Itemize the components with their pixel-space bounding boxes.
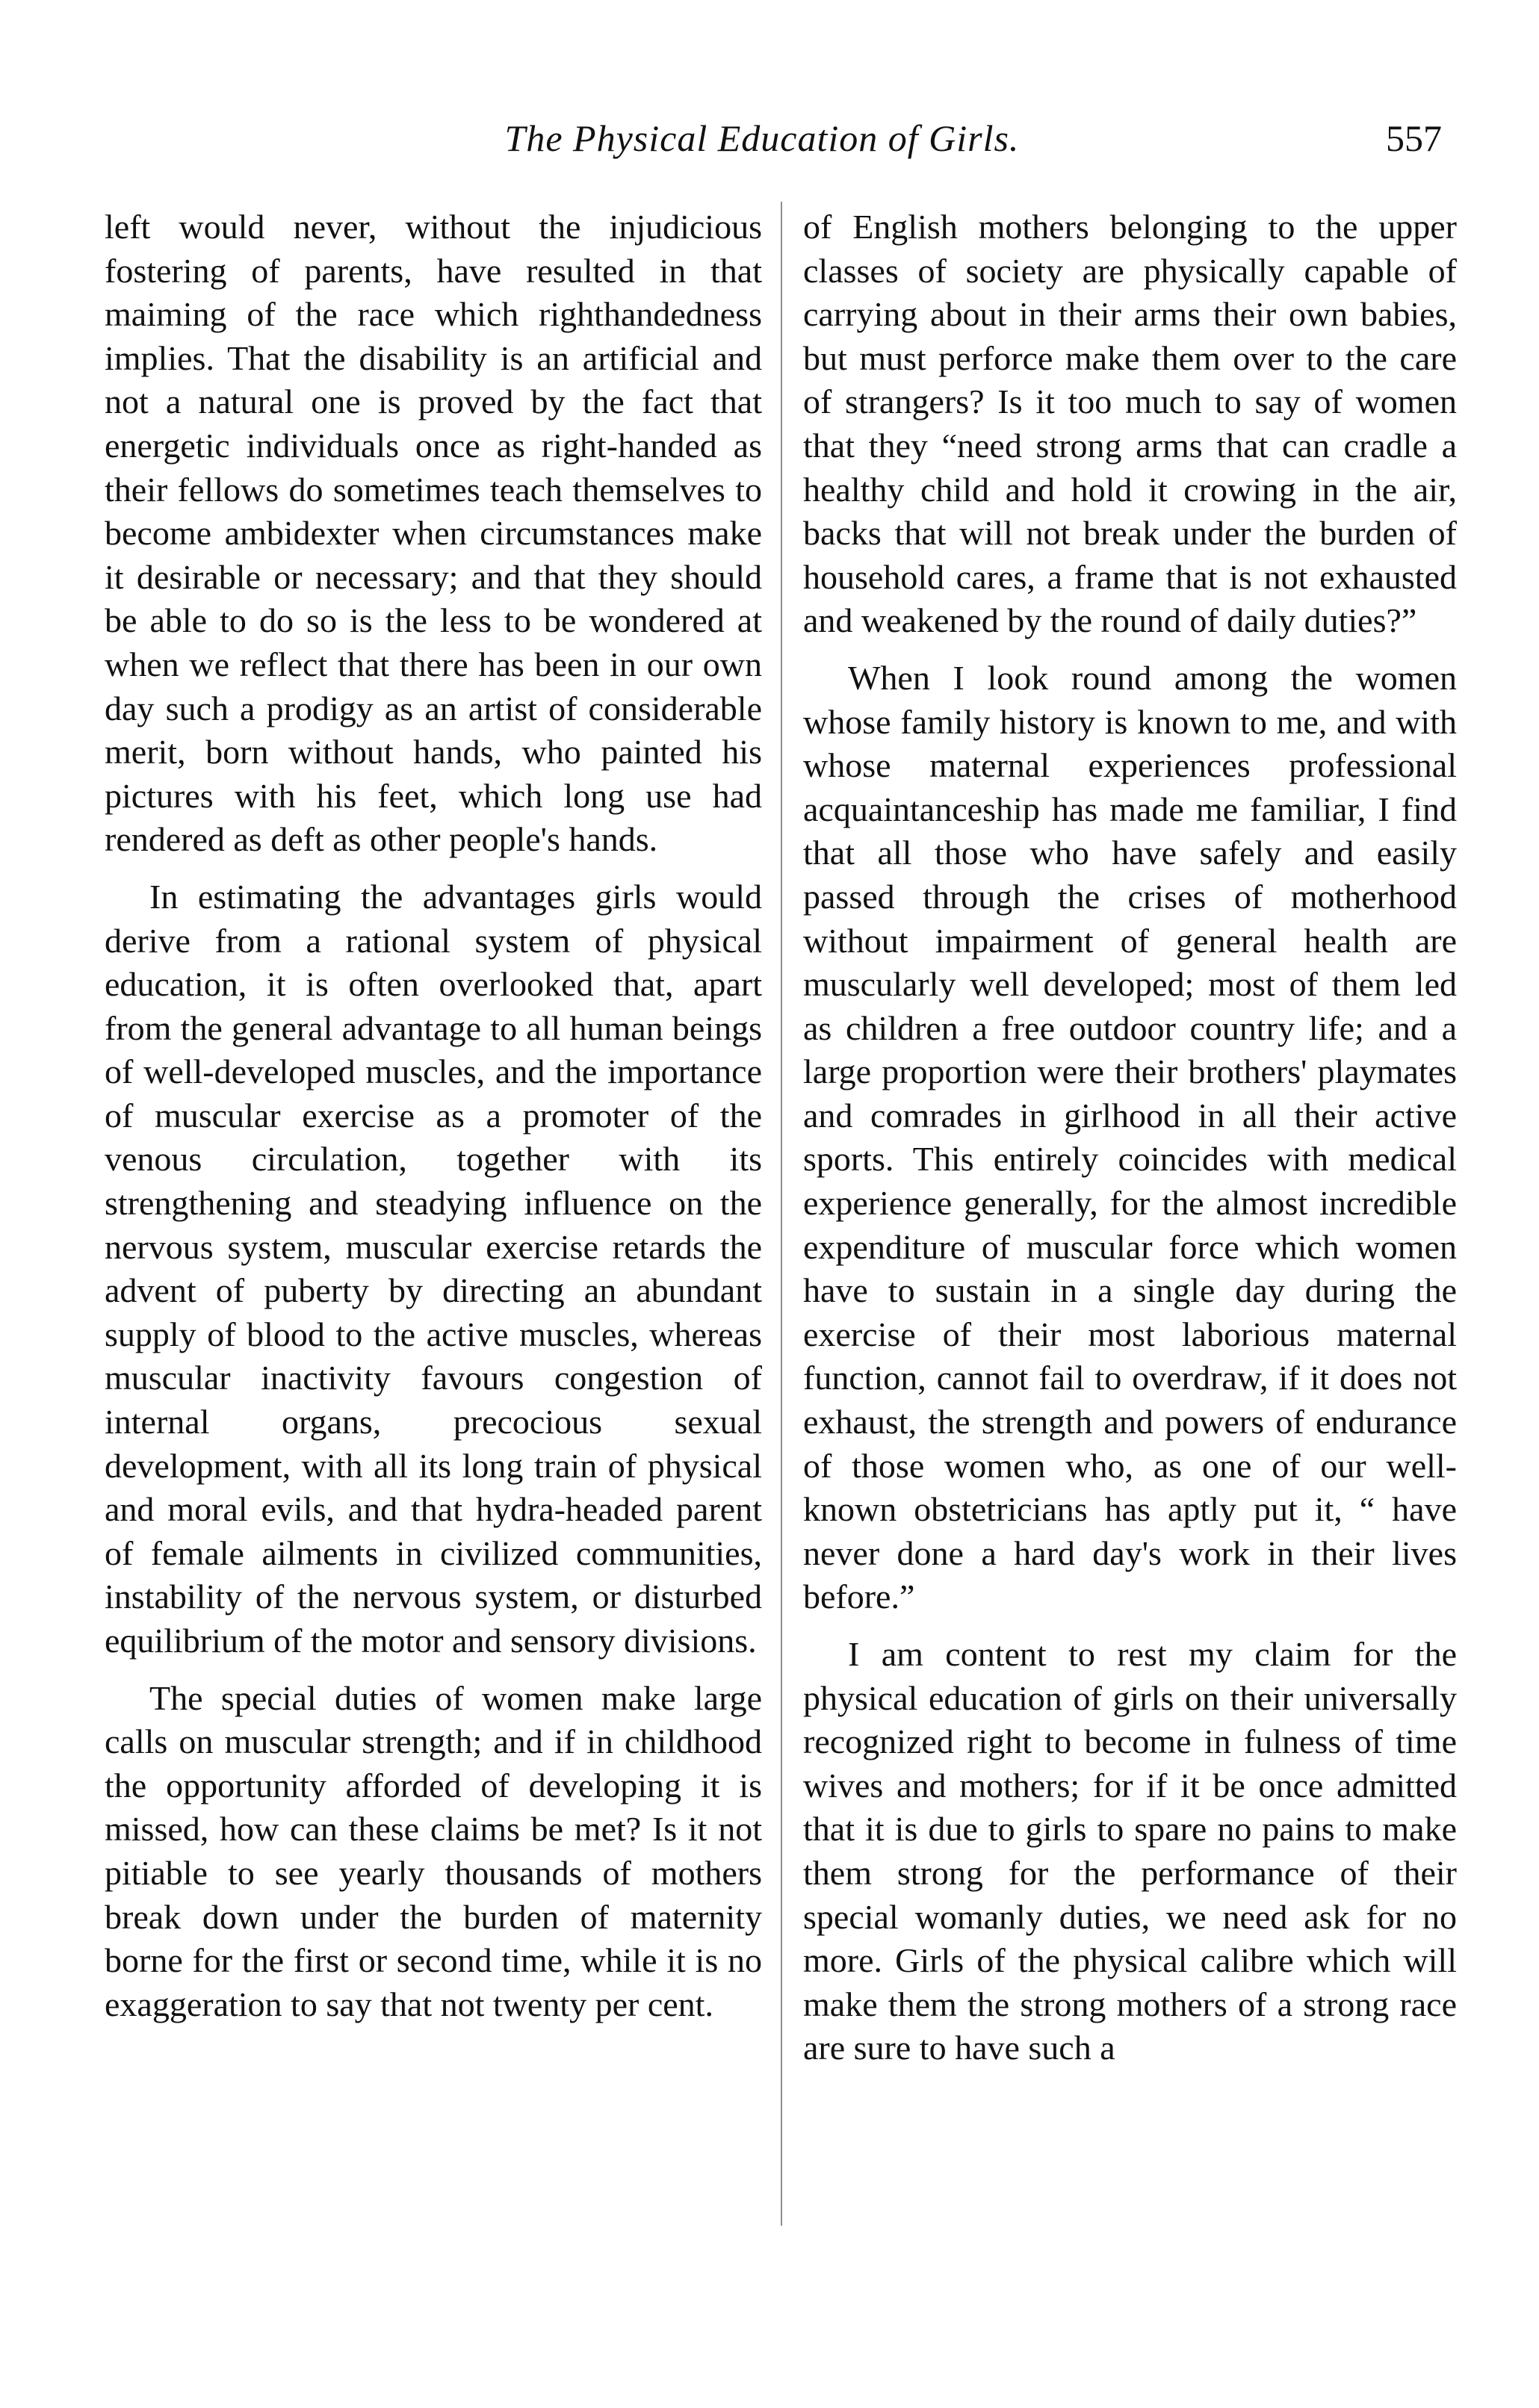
page-number: 557 (1386, 117, 1442, 159)
left-column (105, 205, 762, 2029)
paragraph: In estimating the advantages girls would derive from a rational system of physical education, it is often overlooked that, apart from the general advantage to all human beings of well-developed muscles, and the importance of muscular exercise as a promoter of the venous circulation, together with its strengthening and steadying influence on the nervous system, muscular exercise retards the advent of puberty by directing an abundant supply of blood to the active muscles, whereas muscular inactivity favours congestion of internal organs, precocious sexual development, with all its long train of physical and moral evils, and that hydra-headed parent of female ailments in civilized communities, instability of the nervous system, or disturbed equilibrium of the motor and sensory divisions. (105, 877, 762, 1660)
paragraph: of English mothers belonging to the upper classes of society are physically capable of carrying about in their arms their own babies, but must perforce make them over to the care of strangers? Is it too much to say of women that they “need strong arms that can cradle a healthy child and hold it crowing in the air, backs that will not break under the burden of household cares, a frame that is not exhausted and weakened by the round of daily duties?” (803, 208, 1457, 640)
paragraph: left would never, without the injudicious fostering of parents, have resulted in that maiming of the race which righthandedness implies. That the disability is an artificial and not a natural one is proved by the fact that energetic individuals once as right-handed as their fellows do sometimes teach themselves to become ambidexter when circumstances make it desirable or necessary; and that they should be able to do so is the less to be wondered at when we reflect that there has been in our own day such a prodigy as an artist of considerable merit, born without hands, who painted his pictures with his feet, which long use had rendered as deft as other people's hands. (105, 208, 762, 859)
paragraph: The special duties of women make large calls on muscular strength; and if in childhood the opportunity afforded of developing it is missed, how can these claims be met? Is it not pitiable to see yearly thousands of mothers break down under the burden of maternity borne for the first or second time, while it is no exaggeration to say that not twenty per cent. (105, 1678, 762, 2023)
running-head (0, 112, 1539, 172)
paragraph: I am content to rest my claim for the physical education of girls on their universally recognized right to become in fulness of time wives and mothers; for if it be once admitted that it is due to girls to spare no pains to make them strong for the performance of their special womanly duties, we need ask for no more. Girls of the physical calibre which will make them the strong mothers of a strong race are sure to have such a (803, 1635, 1457, 2067)
column-divider (781, 202, 782, 2226)
right-column (803, 205, 1457, 2073)
paragraph: When I look round among the women whose family history is known to me, and with whose maternal experiences professional acquaintanceship has made me familiar, I find that all those who have safely and easily passed through the crises of motherhood without impairment of general health are muscularly well developed; most of them led as children a free outdoor country life; and a large proportion were their brothers' playmates and comrades in girlhood in all their active sports. This entirely coincides with medical experience generally, for the almost incredible expenditure of muscular force which women have to sustain in a single day during the exercise of their most laborious maternal function, cannot fail to overdraw, if it does not exhaust, the strength and powers of endurance of those women who, as one of our well-known obstetricians has aptly put it, “ have never done a hard day's work in their lives before.” (803, 658, 1457, 1616)
running-title: The Physical Education of Girls. (504, 117, 1020, 159)
